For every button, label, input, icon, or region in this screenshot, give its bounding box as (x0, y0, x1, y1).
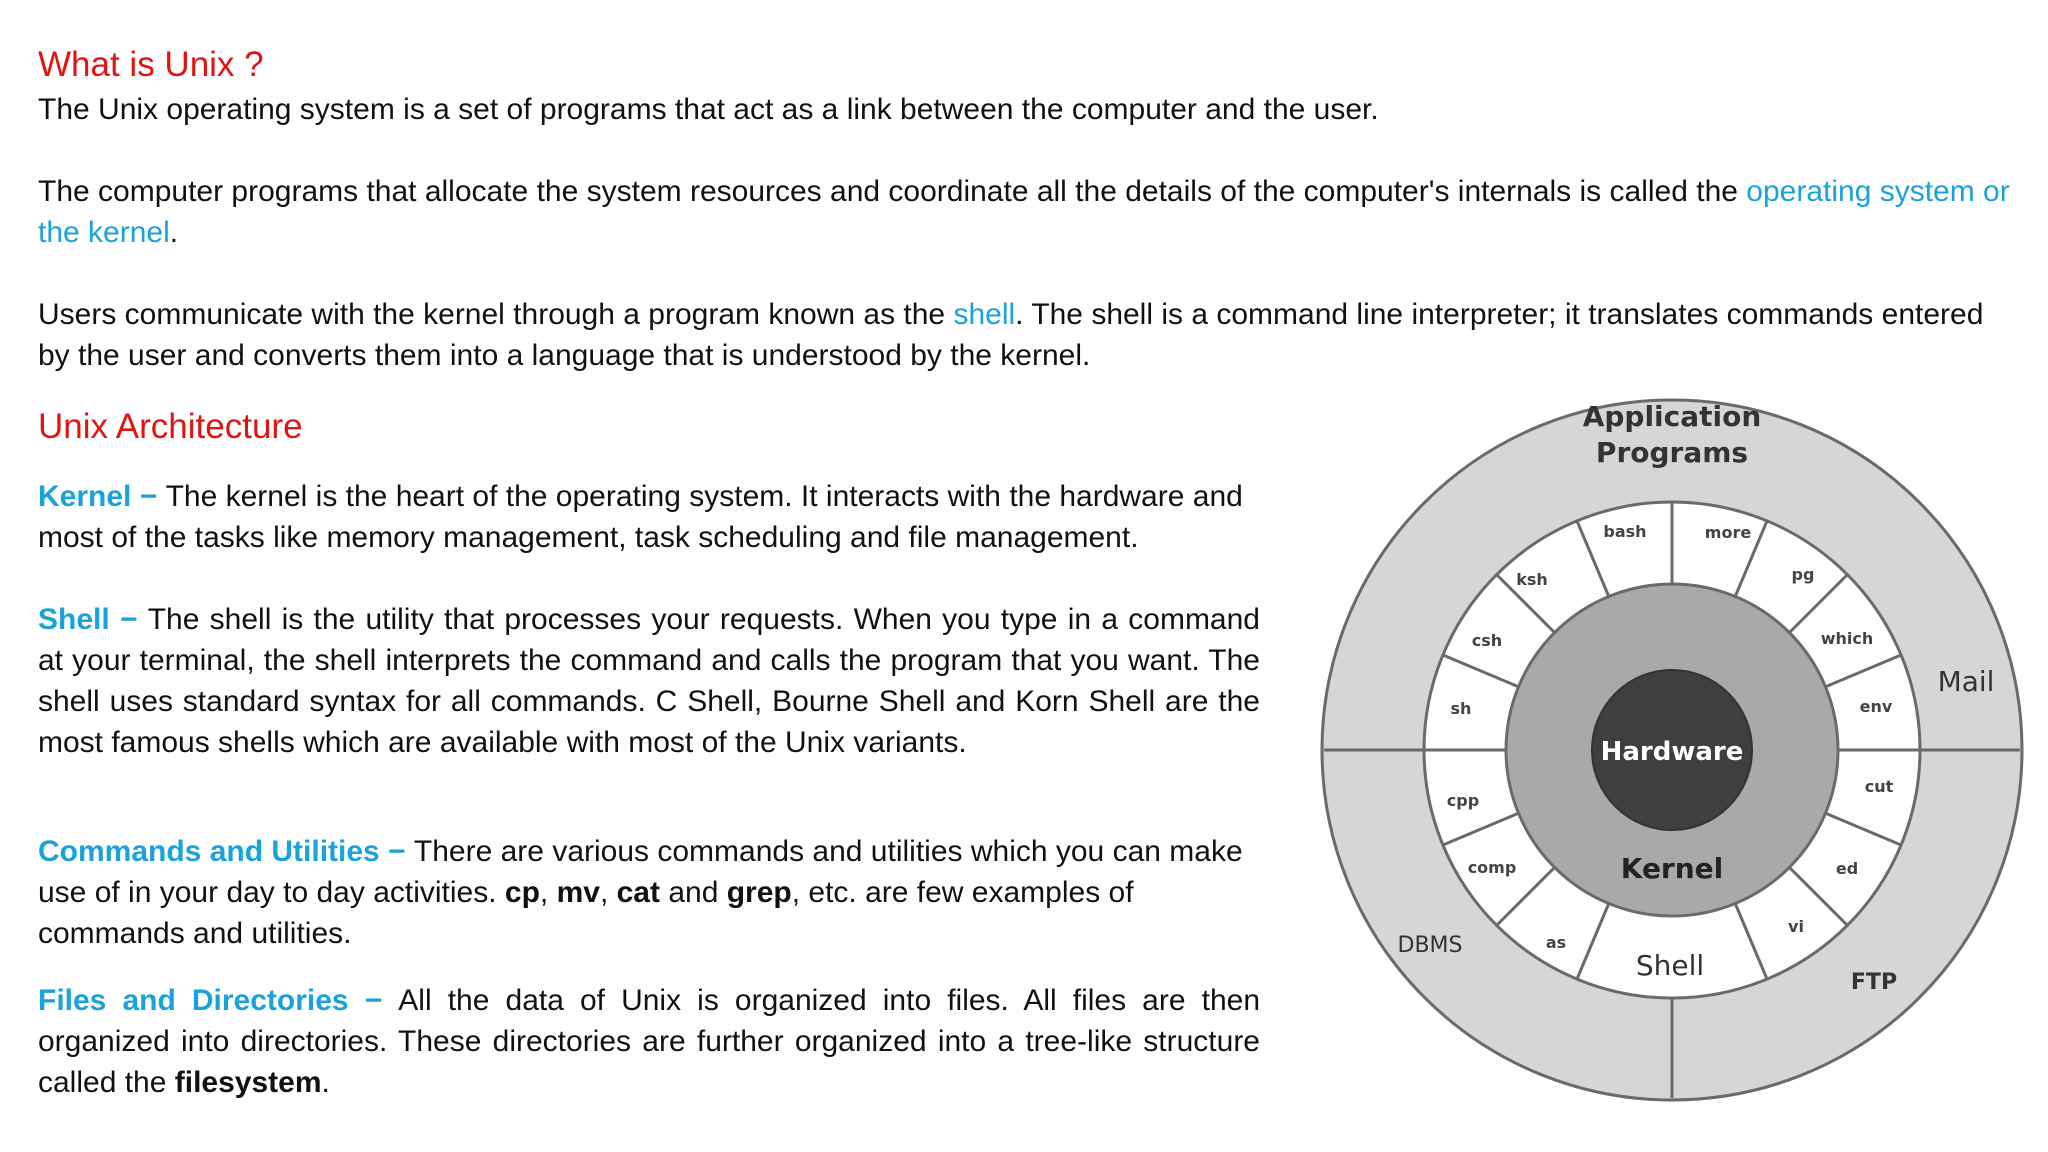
cmd-grep: grep (726, 876, 792, 909)
label-which: which (1820, 629, 1874, 648)
label-shell: Shell (1635, 949, 1705, 982)
label-ksh: ksh (1516, 570, 1548, 589)
intro-paragraph-3: Users communicate with the kernel through a program known as the shell. The shell is a command line interpreter; it translates commands entered by the user and converts them into a language that is understood by the kernel. (38, 298, 1984, 372)
label-hardware: Hardware (1600, 737, 1744, 767)
label-bash: bash (1603, 522, 1647, 541)
title-unix-architecture: Unix Architecture (38, 407, 303, 446)
label-kernel: Kernel (1620, 852, 1724, 885)
label-as: as (1545, 933, 1567, 952)
label-vi: vi (1788, 917, 1804, 936)
filesystem-term: filesystem (174, 1066, 322, 1099)
unix-architecture-diagram (1316, 386, 2026, 1116)
commands-paragraph: Commands and Utilities − There are various commands and utilities which you can make use of in your day to day activities. cp, mv, cat and grep, etc. are few examples of commands and utilities. (38, 835, 1243, 950)
label-csh: csh (1471, 631, 1503, 650)
label-env: env (1859, 697, 1893, 716)
label-cpp: cpp (1446, 791, 1480, 810)
label-ftp: FTP (1850, 970, 1898, 995)
label-pg: pg (1791, 565, 1815, 584)
cmd-cp: cp (504, 876, 540, 909)
shell-link[interactable]: shell (953, 298, 1016, 331)
title-what-is-unix: What is Unix ? (38, 45, 264, 84)
shell-term: Shell (38, 603, 110, 636)
label-sh: sh (1450, 699, 1472, 718)
cmd-mv: mv (556, 876, 600, 909)
intro-paragraph-2: The computer programs that allocate the system resources and coordinate all the details of the computer's internals is called the operating system or the kernel. (38, 175, 2010, 249)
commands-term: Commands and Utilities (38, 835, 380, 868)
label-mail: Mail (1937, 665, 1995, 698)
shell-paragraph: Shell − The shell is the utility that processes your requests. When you type in a command at your terminal, the shell interprets the command and calls the program that you want. The shell uses standard syntax for all commands. C Shell, Bourne Shell and Korn Shell are the most famous shells which are available with most of the Unix variants. (38, 603, 1260, 759)
label-cut: cut (1864, 777, 1894, 796)
operating-system-link[interactable]: operating system or the kernel (38, 175, 2010, 249)
kernel-paragraph: Kernel − The kernel is the heart of the operating system. It interacts with the hardware and most of the tasks like memory management, task scheduling and file management. (38, 480, 1243, 554)
label-application: Application (1582, 400, 1762, 433)
files-paragraph: Files and Directories − All the data of Unix is organized into files. All files are then organized into directories. These directories are further organized into a tree-like structure called the filesystem. (38, 984, 1260, 1099)
label-more: more (1704, 523, 1752, 542)
label-comp: comp (1467, 858, 1517, 877)
kernel-term: Kernel (38, 480, 132, 513)
label-dbms: DBMS (1397, 933, 1463, 958)
label-ed: ed (1835, 859, 1859, 878)
cmd-cat: cat (616, 876, 660, 909)
intro-paragraph-1: The Unix operating system is a set of programs that act as a link between the computer and the user. (38, 93, 1379, 126)
files-term: Files and Directories (38, 984, 349, 1017)
label-programs: Programs (1595, 436, 1749, 469)
